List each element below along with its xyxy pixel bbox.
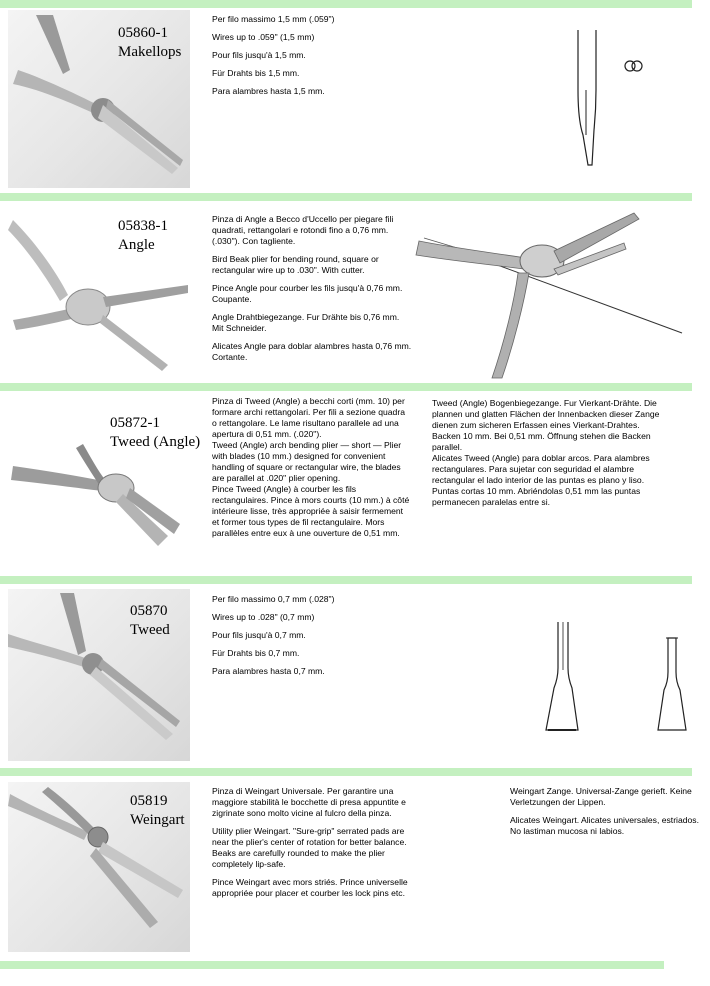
product-name: Tweed [130,622,170,638]
desc-fr: Pince Tweed (Angle) à courber les fils rectangulaires. Pince à mors courts (10 mm.) à côté intérieure lisse, très appropriée à saisir fermement et former tous types de fil rectangulaire. Mors parallèles entre eux à une ouverture de 0,51 mm. [212,484,410,538]
product-name: Angle [118,237,155,253]
product-description [212,396,412,539]
desc-fr: Pour fils jusqu'à 1,5 mm. [212,50,306,60]
desc-en: Tweed (Angle) arch bending plier — short — Plier with blades (10 mm.) designed for convenient handling of square or rectangular wire, the blades are parallel at .020" plier opening. [212,440,402,483]
product-code: 05872-1 [110,415,160,431]
desc-it: Per filo massimo 1,5 mm (.059") [212,14,335,24]
desc-de: Für Drahts bis 1,5 mm. [212,68,300,78]
product-code-block [118,24,181,62]
separator-band [0,193,692,201]
pliers-illustration [8,205,198,377]
product-code-block [110,414,200,452]
desc-es: Para alambres hasta 1,5 mm. [212,86,325,96]
desc-it: Pinza di Weingart Universale. Per garantire una maggiore stabilità le bocchette di presa appuntite e zigrinate sono molto vicine al fulcro della pinza. [212,786,406,818]
desc-it: Pinza di Tweed (Angle) a becchi corti (mm. 10) per formare archi rettangolari. Per fili a sezione quadra o rettangolare. Le lame risultano parallele ad una apertura di 0,51 mm. (.020"). [212,396,405,439]
product-description-2 [432,398,662,508]
desc-en: Wires up to .028" (0,7 mm) [212,612,315,622]
tip-diagram [540,618,700,742]
product-description [212,786,412,906]
separator-band [0,961,664,969]
product-code: 05870 [130,603,168,619]
desc-es: Alicates Angle para doblar alambres hasta 0,76 mm. Cortante. [212,341,412,362]
desc-de: Tweed (Angle) Bogenbiegezange. Fur Vierkant-Drähte. Die plannen und glatten Flächen der Innenbacken dieser Zange dienen zum sicheren Erfassen eines Vierkant-Drahtes. Backen 10 mm. Bei 0,51 mm. Öffnung stehen die Backen parallel. [432,398,660,452]
plier-diagram [414,203,704,381]
desc-it: Pinza di Angle a Becco d'Uccello per piegare fili quadrati, rettangolari e rotondi fino a 0,76 mm. (.030"). Con tagliente. [212,214,394,246]
desc-it: Per filo massimo 0,7 mm (.028") [212,594,335,604]
desc-es: Para alambres hasta 0,7 mm. [212,666,325,676]
separator-band [0,0,692,8]
desc-en: Wires up to .059" (1,5 mm) [212,32,315,42]
product-name: Weingart [130,812,185,828]
desc-en: Bird Beak plier for bending round, square or rectangular wire up to .030". With cutter. [212,254,379,275]
tip-diagram [548,30,658,170]
product-name: Makellops [118,44,182,60]
product-description [212,594,412,684]
desc-fr: Pour fils jusqu'à 0,7 mm. [212,630,306,640]
product-code: 05860-1 [118,25,168,41]
desc-fr: Pince Weingart avec mors striés. Prince universelle appropriée pour placer et courber les lock pins etc. [212,877,408,898]
desc-en: Utility plier Weingart. "Sure-grip" serrated pads are near the plier's center of rotation for better balance. Beaks are carefully rounded to make the plier completely lip-safe. [212,826,407,869]
product-code-block [130,792,185,830]
product-code: 05819 [130,793,168,809]
separator-band [0,576,692,584]
product-description [212,14,412,104]
product-photo [8,205,198,377]
separator-band [0,383,692,391]
separator-band [0,768,692,776]
desc-de: Angle Drahtbiegezange. Fur Drähte bis 0,76 mm. Mit Schneider. [212,312,400,333]
product-code: 05838-1 [118,218,168,234]
desc-es: Alicates Weingart. Alicates universales, estriados. No lastiman mucosa ni labios. [510,815,699,836]
desc-fr: Pince Angle pour courber les fils jusqu'à 0,76 mm. Coupante. [212,283,403,304]
desc-de: Weingart Zange. Universal-Zange gerieft. Keine Verletzungen der Lippen. [510,786,692,807]
product-name: Tweed (Angle) [110,434,201,450]
product-description [212,214,412,370]
desc-de: Für Drahts bis 0,7 mm. [212,648,300,658]
desc-es: Alicates Tweed (Angle) para doblar arcos. Para alambres rectangulares. Para sujetar con seguridad el alambre rectangular el lado interior de las puntas es plano y liso. Puntas cortas 10 mm. Abriéndolas 0,51 mm las puntas permanecen paralelas entre si. [432,453,650,507]
product-code-block [118,217,168,255]
product-code-block [130,602,170,640]
product-description-2 [510,786,706,844]
